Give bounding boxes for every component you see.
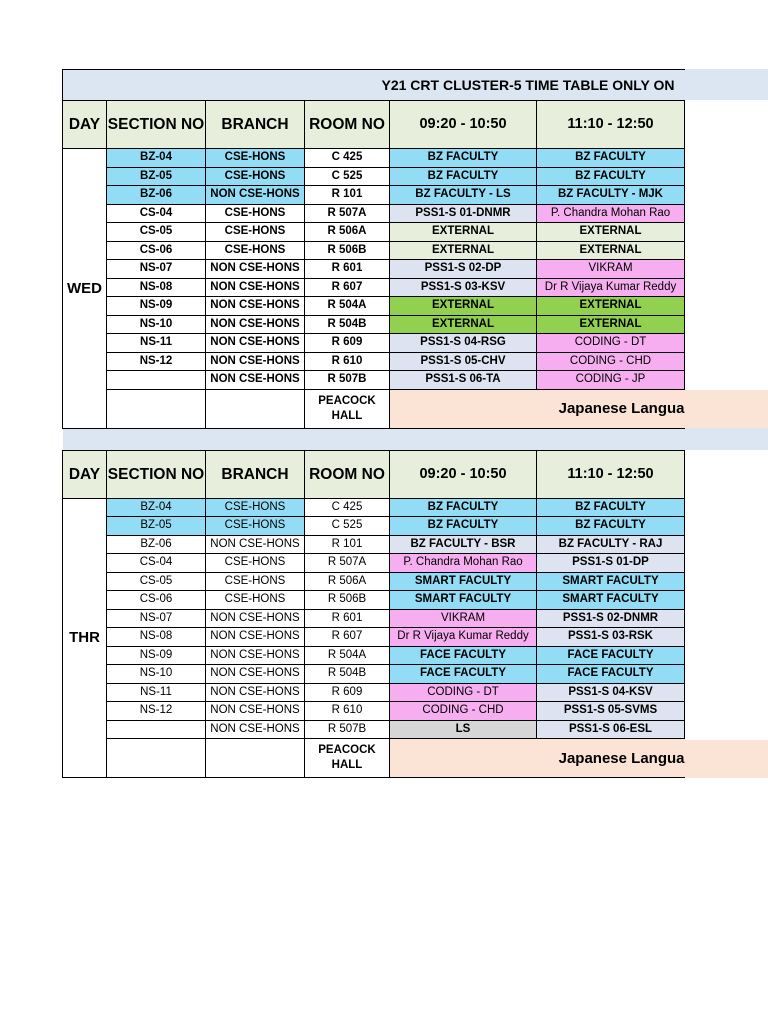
slot1-cell: BZ FACULTY - BSR xyxy=(390,535,537,554)
peacock-hall-line1: PEACOCK xyxy=(318,744,376,756)
section-cell: BZ-04 xyxy=(107,498,206,517)
wed-row xyxy=(63,149,685,168)
thr-peacock-row xyxy=(63,739,685,778)
thr-header-row xyxy=(63,450,685,498)
wed-row xyxy=(63,315,685,334)
section-cell xyxy=(107,389,206,428)
section-cell: CS-04 xyxy=(107,204,206,223)
thr-row xyxy=(63,646,685,665)
slot1-cell: PSS1-S 05-CHV xyxy=(390,352,537,371)
thr-row xyxy=(63,517,685,536)
room-cell: R 507A xyxy=(305,204,390,223)
branch-cell: NON CSE-HONS xyxy=(206,297,305,316)
slot2-cell: P. Chandra Mohan Rao xyxy=(537,204,685,223)
wed-row xyxy=(63,204,685,223)
section-cell: CS-05 xyxy=(107,223,206,242)
branch-cell: CSE-HONS xyxy=(206,204,305,223)
section-cell xyxy=(107,720,206,739)
branch-cell: CSE-HONS xyxy=(206,572,305,591)
section-cell: NS-12 xyxy=(107,702,206,721)
wed-row xyxy=(63,260,685,279)
branch-cell: NON CSE-HONS xyxy=(206,371,305,390)
room-cell: R 507A xyxy=(305,554,390,573)
slot1-cell: BZ FACULTY xyxy=(390,167,537,186)
slot2-cell: PSS1-S 03-RSK xyxy=(537,628,685,647)
room-cell: R 607 xyxy=(305,278,390,297)
slot1-cell: CODING - DT xyxy=(390,683,537,702)
slot2-cell: EXTERNAL xyxy=(537,223,685,242)
slot2-cell: BZ FACULTY xyxy=(537,149,685,168)
branch-cell: NON CSE-HONS xyxy=(206,315,305,334)
wed-row xyxy=(63,352,685,371)
room-cell: R 506A xyxy=(305,223,390,242)
wed-row xyxy=(63,297,685,316)
thr-row xyxy=(63,498,685,517)
section-cell: BZ-05 xyxy=(107,517,206,536)
slot2-cell: CODING - DT xyxy=(537,334,685,353)
branch-cell: CSE-HONS xyxy=(206,517,305,536)
peacock-hall-cell xyxy=(305,739,390,778)
wed-peacock-row xyxy=(63,389,685,428)
slot2-cell: BZ FACULTY xyxy=(537,167,685,186)
section-cell: NS-10 xyxy=(107,665,206,684)
slot1-cell: PSS1-S 04-RSG xyxy=(390,334,537,353)
japanese-language-extension xyxy=(685,740,768,778)
slot1-cell: P. Chandra Mohan Rao xyxy=(390,554,537,573)
branch-cell: CSE-HONS xyxy=(206,591,305,610)
section-cell: BZ-06 xyxy=(107,186,206,205)
slot2-cell: Dr R Vijaya Kumar Reddy xyxy=(537,278,685,297)
slot1-cell: BZ FACULTY xyxy=(390,517,537,536)
title-bar-extension xyxy=(685,69,768,100)
room-cell: R 607 xyxy=(305,628,390,647)
thr-row xyxy=(63,609,685,628)
section-cell: BZ-04 xyxy=(107,149,206,168)
room-cell: R 609 xyxy=(305,334,390,353)
slot1-cell: PSS1-S 02-DP xyxy=(390,260,537,279)
slot2-cell: FACE FACULTY xyxy=(537,646,685,665)
thr-row xyxy=(63,591,685,610)
section-cell: CS-06 xyxy=(107,591,206,610)
branch-cell xyxy=(206,739,305,778)
section-cell xyxy=(107,371,206,390)
room-cell: C 425 xyxy=(305,149,390,168)
slot2-cell: BZ FACULTY - RAJ xyxy=(537,535,685,554)
thr-row xyxy=(63,702,685,721)
japanese-language-cell: Japanese Langua xyxy=(390,739,685,778)
slot1-cell: BZ FACULTY xyxy=(390,149,537,168)
branch-cell: NON CSE-HONS xyxy=(206,609,305,628)
thr-day-label: THR xyxy=(63,498,107,778)
slot2-cell: VIKRAM xyxy=(537,260,685,279)
section-cell: NS-09 xyxy=(107,646,206,665)
slot2-cell: CODING - CHD xyxy=(537,352,685,371)
header-branch: BRANCH xyxy=(206,101,305,149)
branch-cell: NON CSE-HONS xyxy=(206,683,305,702)
branch-cell: CSE-HONS xyxy=(206,498,305,517)
timetable xyxy=(62,69,685,778)
slot1-cell: PSS1-S 03-KSV xyxy=(390,278,537,297)
slot2-cell: PSS1-S 02-DNMR xyxy=(537,609,685,628)
header-branch: BRANCH xyxy=(206,450,305,498)
peacock-hall-line2: HALL xyxy=(331,759,363,771)
slot2-cell: EXTERNAL xyxy=(537,241,685,260)
branch-cell: NON CSE-HONS xyxy=(206,646,305,665)
slot2-cell: PSS1-S 05-SVMS xyxy=(537,702,685,721)
section-cell: NS-08 xyxy=(107,628,206,647)
room-cell: R 507B xyxy=(305,371,390,390)
wed-row xyxy=(63,278,685,297)
branch-cell: NON CSE-HONS xyxy=(206,334,305,353)
slot1-cell: CODING - CHD xyxy=(390,702,537,721)
section-cell: NS-11 xyxy=(107,334,206,353)
slot1-cell: EXTERNAL xyxy=(390,297,537,316)
header-day: DAY xyxy=(63,101,107,149)
peacock-hall-line1: PEACOCK xyxy=(318,394,376,407)
slot1-cell: PSS1-S 01-DNMR xyxy=(390,204,537,223)
branch-cell: CSE-HONS xyxy=(206,223,305,242)
slot2-cell: SMART FACULTY xyxy=(537,591,685,610)
branch-cell: CSE-HONS xyxy=(206,167,305,186)
header-section: SECTION NO xyxy=(107,450,206,498)
wed-row xyxy=(63,223,685,242)
branch-cell: CSE-HONS xyxy=(206,554,305,573)
room-cell: R 506B xyxy=(305,591,390,610)
branch-cell: NON CSE-HONS xyxy=(206,352,305,371)
room-cell: C 525 xyxy=(305,517,390,536)
slot1-cell: FACE FACULTY xyxy=(390,665,537,684)
slot2-cell: CODING - JP xyxy=(537,371,685,390)
timetable-sheet xyxy=(62,69,685,778)
slot2-cell: SMART FACULTY xyxy=(537,572,685,591)
header-room: ROOM NO xyxy=(305,101,390,149)
thr-row xyxy=(63,572,685,591)
section-cell: BZ-06 xyxy=(107,535,206,554)
wed-row xyxy=(63,167,685,186)
room-cell: R 504A xyxy=(305,646,390,665)
slot2-cell: BZ FACULTY xyxy=(537,498,685,517)
section-cell: CS-04 xyxy=(107,554,206,573)
thr-row xyxy=(63,628,685,647)
wed-header-row xyxy=(63,101,685,149)
slot1-cell: EXTERNAL xyxy=(390,241,537,260)
slot1-cell: VIKRAM xyxy=(390,609,537,628)
thr-row xyxy=(63,554,685,573)
branch-cell: NON CSE-HONS xyxy=(206,665,305,684)
section-cell: CS-05 xyxy=(107,572,206,591)
room-cell: C 525 xyxy=(305,167,390,186)
room-cell: C 425 xyxy=(305,498,390,517)
header-day: DAY xyxy=(63,450,107,498)
thr-row xyxy=(63,535,685,554)
section-cell: BZ-05 xyxy=(107,167,206,186)
room-cell: R 504B xyxy=(305,665,390,684)
slot1-cell: EXTERNAL xyxy=(390,315,537,334)
slot1-cell: Dr R Vijaya Kumar Reddy xyxy=(390,628,537,647)
section-cell: NS-07 xyxy=(107,609,206,628)
branch-cell: NON CSE-HONS xyxy=(206,535,305,554)
japanese-language-cell: Japanese Langua xyxy=(390,389,685,428)
room-cell: R 101 xyxy=(305,535,390,554)
header-section: SECTION NO xyxy=(107,101,206,149)
branch-cell: CSE-HONS xyxy=(206,241,305,260)
section-cell: NS-07 xyxy=(107,260,206,279)
branch-cell: NON CSE-HONS xyxy=(206,628,305,647)
thr-row xyxy=(63,720,685,739)
slot2-cell: EXTERNAL xyxy=(537,315,685,334)
branch-cell xyxy=(206,389,305,428)
branch-cell: NON CSE-HONS xyxy=(206,260,305,279)
header-room: ROOM NO xyxy=(305,450,390,498)
section-gap xyxy=(63,428,685,450)
branch-cell: NON CSE-HONS xyxy=(206,278,305,297)
thr-row xyxy=(63,665,685,684)
timetable-title: Y21 CRT CLUSTER-5 TIME TABLE ONLY ON xyxy=(63,70,685,101)
slot2-cell: PSS1-S 04-KSV xyxy=(537,683,685,702)
header-slot2: 11:10 - 12:50 xyxy=(537,450,685,498)
slot2-cell: FACE FACULTY xyxy=(537,665,685,684)
branch-cell: NON CSE-HONS xyxy=(206,186,305,205)
room-cell: R 506B xyxy=(305,241,390,260)
thr-row xyxy=(63,683,685,702)
wed-day-label: WED xyxy=(63,149,107,429)
header-slot2: 11:10 - 12:50 xyxy=(537,101,685,149)
wed-row xyxy=(63,241,685,260)
section-cell: NS-09 xyxy=(107,297,206,316)
section-gap-extension xyxy=(685,428,768,450)
room-cell: R 601 xyxy=(305,609,390,628)
wed-row xyxy=(63,371,685,390)
slot1-cell: BZ FACULTY xyxy=(390,498,537,517)
slot2-cell: PSS1-S 06-ESL xyxy=(537,720,685,739)
room-cell: R 504B xyxy=(305,315,390,334)
slot1-cell: PSS1-S 06-TA xyxy=(390,371,537,390)
room-cell: R 504A xyxy=(305,297,390,316)
slot2-cell: BZ FACULTY xyxy=(537,517,685,536)
wed-row xyxy=(63,186,685,205)
room-cell: R 507B xyxy=(305,720,390,739)
japanese-language-extension xyxy=(685,390,768,428)
room-cell: R 609 xyxy=(305,683,390,702)
room-cell: R 601 xyxy=(305,260,390,279)
room-cell: R 101 xyxy=(305,186,390,205)
section-cell: NS-11 xyxy=(107,683,206,702)
section-cell: CS-06 xyxy=(107,241,206,260)
section-cell: NS-12 xyxy=(107,352,206,371)
slot1-cell: FACE FACULTY xyxy=(390,646,537,665)
wed-row xyxy=(63,334,685,353)
slot1-cell: LS xyxy=(390,720,537,739)
branch-cell: NON CSE-HONS xyxy=(206,720,305,739)
room-cell: R 610 xyxy=(305,702,390,721)
room-cell: R 506A xyxy=(305,572,390,591)
section-cell: NS-08 xyxy=(107,278,206,297)
section-cell xyxy=(107,739,206,778)
room-cell: R 610 xyxy=(305,352,390,371)
peacock-hall-cell xyxy=(305,389,390,428)
slot1-cell: EXTERNAL xyxy=(390,223,537,242)
header-slot1: 09:20 - 10:50 xyxy=(390,101,537,149)
slot1-cell: SMART FACULTY xyxy=(390,572,537,591)
section-cell: NS-10 xyxy=(107,315,206,334)
slot1-cell: SMART FACULTY xyxy=(390,591,537,610)
branch-cell: CSE-HONS xyxy=(206,149,305,168)
header-slot1: 09:20 - 10:50 xyxy=(390,450,537,498)
slot2-cell: PSS1-S 01-DP xyxy=(537,554,685,573)
slot1-cell: BZ FACULTY - LS xyxy=(390,186,537,205)
slot2-cell: BZ FACULTY - MJK xyxy=(537,186,685,205)
branch-cell: NON CSE-HONS xyxy=(206,702,305,721)
peacock-hall-line2: HALL xyxy=(331,409,363,422)
slot2-cell: EXTERNAL xyxy=(537,297,685,316)
